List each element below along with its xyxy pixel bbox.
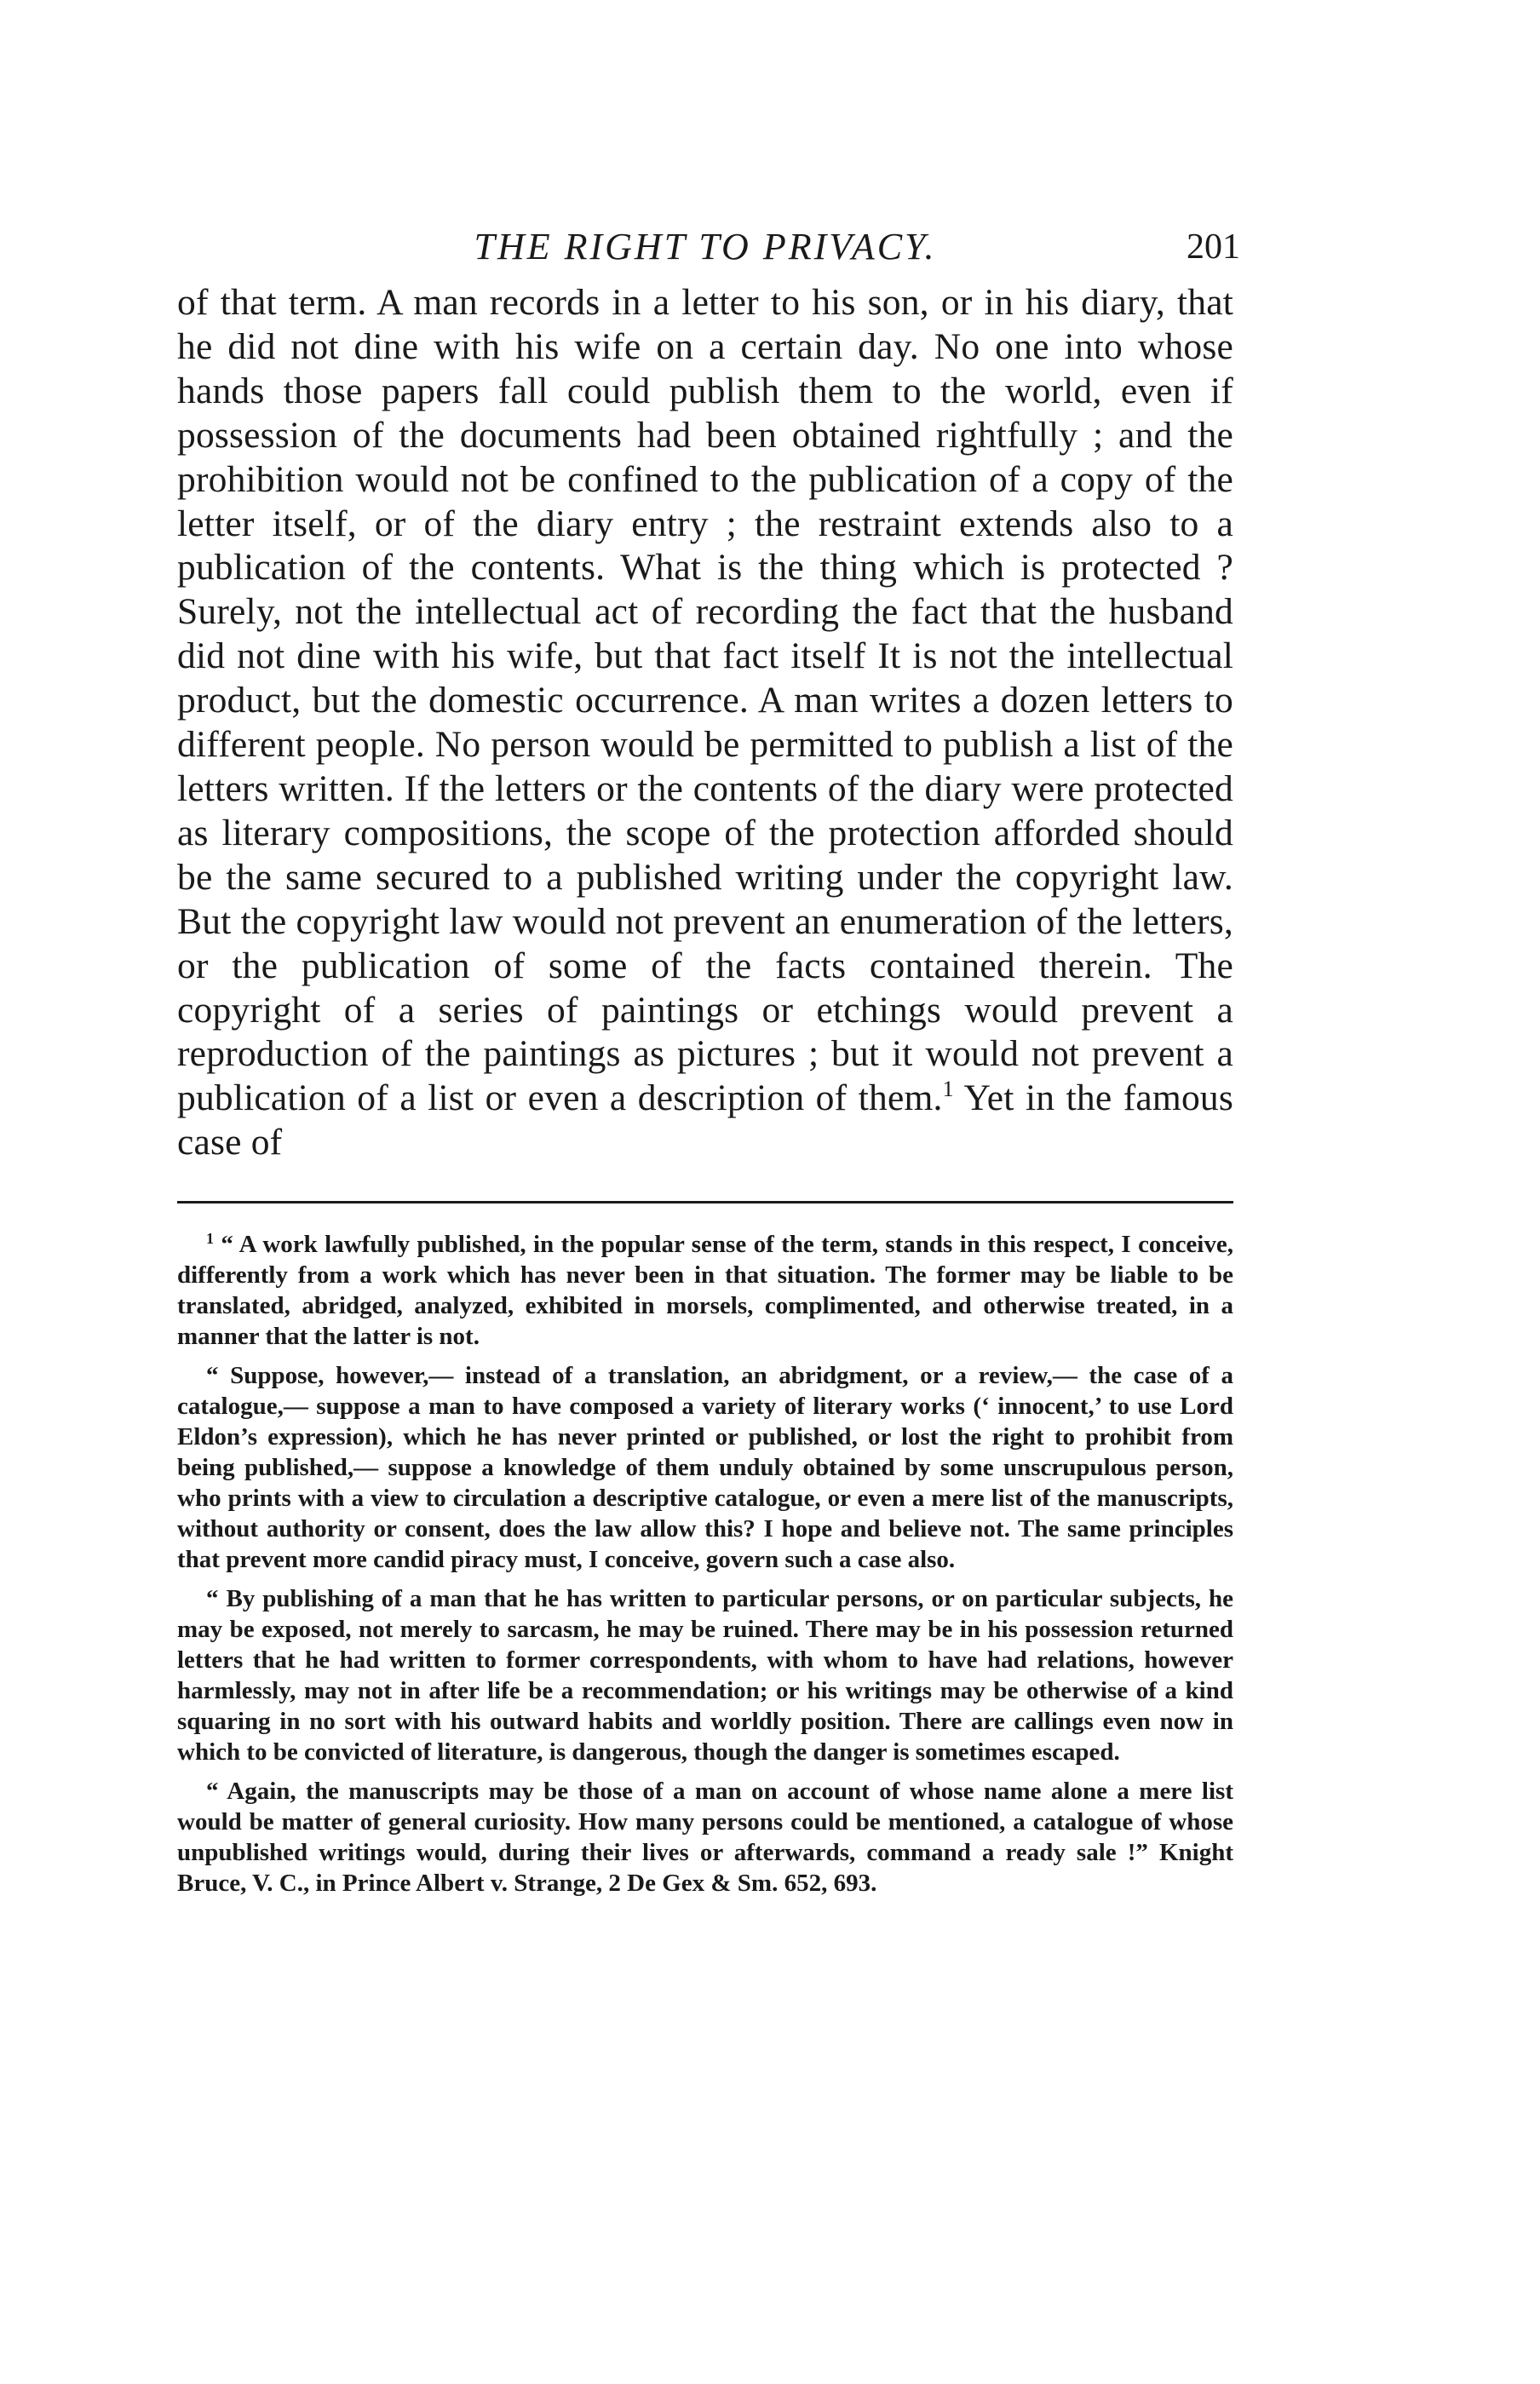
- footnote-text-1: “ A work lawfully published, in the popular sense of the term, stands in this respect, I conceive, differently from a work which has never been in that situation. The former may be liable to be translated, abridged, analyzed, exhibited in morsels, complimented, and otherwise treated, in a manner that the latter is not.: [177, 1231, 1233, 1351]
- footnote-paragraph-4: “ Again, the manuscripts may be those of a man on account of whose name alone a mere list would be matter of general curiosity. How many persons could be mentioned, a catalogue of whose unpublished writings would, during their lives or afterwards, command a ready sale !” Knight Bruce, V. C., in Prince Albert v. Strange, 2 De Gex & Sm. 652, 693.: [177, 1778, 1233, 1898]
- footnote-paragraph-3: “ By publishing of a man that he has written to particular persons, or on particular subjects, he may be exposed, not merely to sarcasm, he may be ruined. There may be in his possession returned letters that he had written to former correspondents, with whom to have had relations, however harmlessly, may not in after life be a recommendation; or his writings may be otherwise of a kind squaring in no sort with his outward habits and worldly position. There are callings even now in which to be convicted of literature, is dangerous, though the danger is sometimes escaped.: [177, 1585, 1233, 1766]
- body-paragraph: [177, 281, 1233, 1165]
- running-head: [177, 221, 1240, 281]
- footnote-reference: 1: [942, 1077, 954, 1102]
- footnote-paragraph-1: [177, 1229, 1233, 1352]
- body-text-tail: Yet in the famous case of: [177, 1077, 1233, 1163]
- running-title: THE RIGHT TO PRIVACY.: [474, 226, 937, 267]
- footnote-paragraph-2: “ Suppose, however,— instead of a translation, an abridgment, or a review,— the case of a catalogue,— suppose a man to have composed a variety of literary works (‘ innocent,’ to use Lord Eldon’s expression), which he has never printed or published, or lost the right to prohibit from being published,— suppose a knowledge of them unduly obtained by some unscrupulous person, who prints with a view to circulation a descriptive catalogue, or even a mere list of the manuscripts, without authority or consent, does the law allow this? I hope and believe not. The same principles that prevent more candid piracy must, I conceive, govern such a case also.: [177, 1362, 1233, 1574]
- page-number: 201: [1187, 227, 1240, 267]
- footnote-divider: [177, 1201, 1233, 1203]
- body-text-main: of that term. A man records in a letter to his son, or in his diary, that he did not dine with his wife on a certain day. No one into whose hands those papers fall could publish them to the world, even if possession of the documents had been obtained rightfully ; and the prohibition would not be confined to the publication of a copy of the letter itself, or of the diary entry ; the restraint extends also to a publication of the contents. What is the thing which is protected ? Surely, not the intellectual act of recording the fact that the husband did not dine with his wife, but that fact itself It is not the intellectual product, but the domestic occurrence. A man writes a dozen letters to different people. No person would be permitted to publish a list of the letters written. If the letters or the contents of the diary were protected as literary compositions, the scope of the protection afforded should be the same secured to a published writing under the copyright law. But the copyright law would not prevent an enumeration of the letters, or the publication of some of the facts contained therein. The copyright of a series of paintings or etchings would prevent a reproduction of the paintings as pictures ; but it would not prevent a publication of a list or even a description of them.: [177, 282, 1233, 1119]
- footnote-marker: 1: [206, 1230, 214, 1248]
- book-page: [177, 221, 1240, 1907]
- footnotes-section: [177, 1229, 1233, 1899]
